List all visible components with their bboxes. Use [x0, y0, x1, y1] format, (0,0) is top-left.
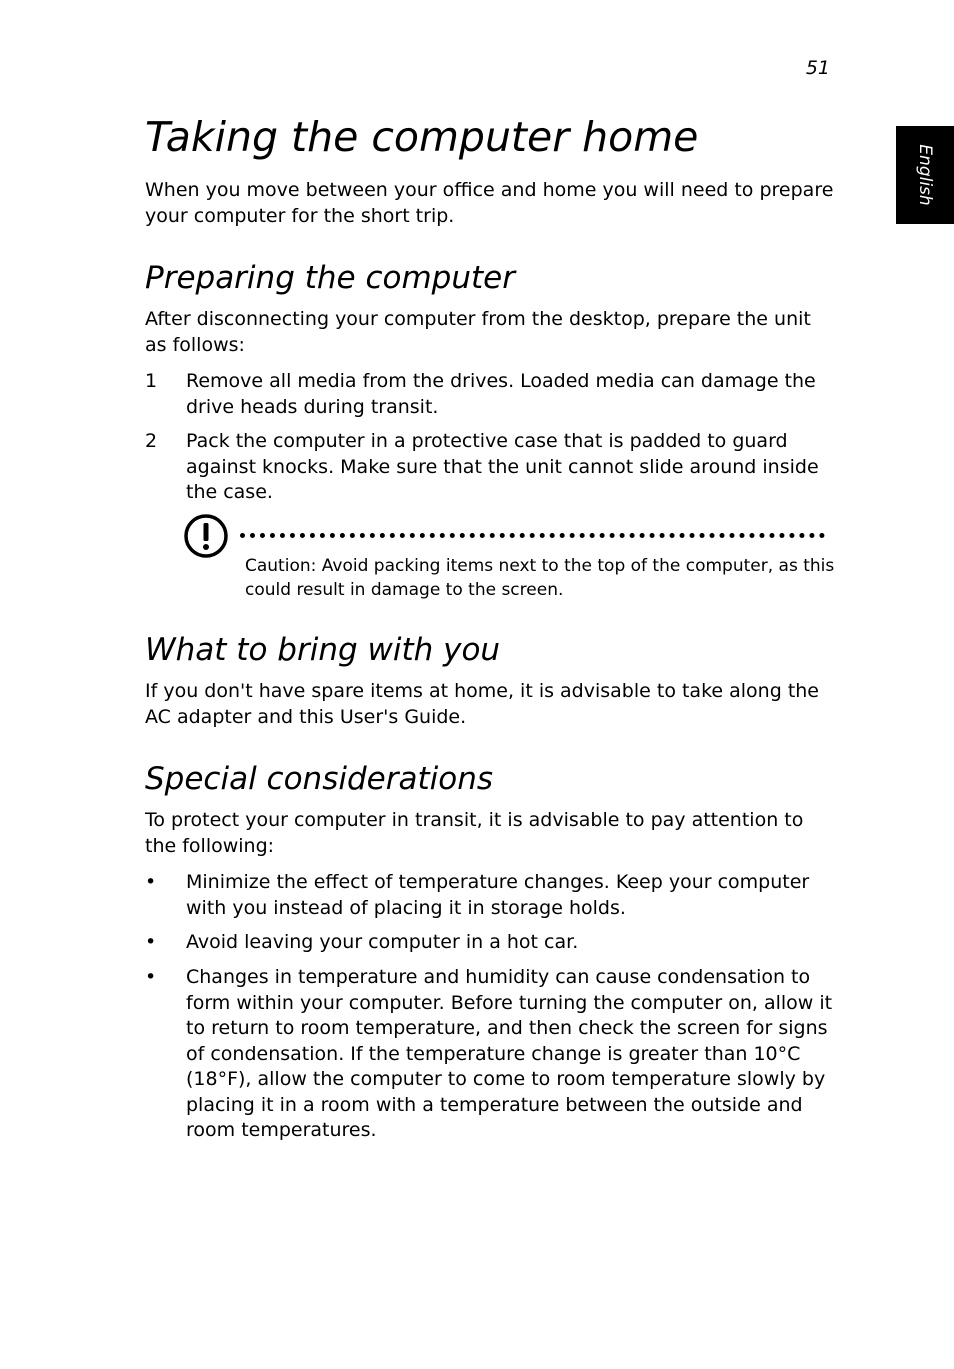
heading-special-considerations: Special considerations	[145, 761, 493, 797]
language-tab	[896, 126, 954, 224]
step-item	[145, 369, 835, 420]
caution-text: : Avoid packing items next to the top of the computer, as this could result in damage to the screen.	[245, 556, 835, 600]
caution-note	[245, 555, 835, 602]
bullet-text: Minimize the effect of temperature changes. Keep your computer with you instead of placing it in storage holds.	[186, 871, 810, 919]
step-number: 2	[145, 430, 158, 452]
step-text: Remove all media from the drives. Loaded media can damage the drive heads during transit.	[186, 370, 816, 418]
heading-preparing: Preparing the computer	[145, 260, 515, 296]
bring-paragraph: If you don't have spare items at home, it is advisable to take along the AC adapter and this User's Guide.	[145, 680, 819, 728]
page-number: 51	[805, 57, 830, 79]
bullet-text: Changes in temperature and humidity can cause condensation to form within your computer. Before turning the computer on, allow it to return to room temperature, and then check the screen for signs of condensation. If the temperature change is greater than 10°C (18°F), allow the computer to come to room temperature slowly by placing it in a room with a temperature between the outside and room temperatures.	[186, 966, 833, 1141]
step-text: Pack the computer in a protective case that is padded to guard against knocks. Make sure that the unit cannot slide around inside the case.	[186, 430, 819, 503]
exclamation-circle-icon	[183, 513, 229, 559]
page-title: Taking the computer home	[145, 113, 699, 161]
step-item	[145, 429, 835, 506]
bullet-marker: •	[145, 931, 157, 953]
language-tab-label: English	[915, 144, 935, 206]
step-number: 1	[145, 370, 158, 392]
heading-what-to-bring: What to bring with you	[145, 632, 501, 668]
caution-label: Caution	[245, 556, 311, 576]
intro-paragraph: When you move between your office and home you will need to prepare your computer for the short trip.	[145, 179, 834, 227]
bullet-item	[145, 965, 835, 1144]
bullet-marker: •	[145, 966, 157, 988]
preparing-intro: After disconnecting your computer from the desktop, prepare the unit as follows:	[145, 308, 811, 356]
bullet-item	[145, 870, 835, 921]
bullet-item	[145, 930, 835, 956]
special-intro: To protect your computer in transit, it is advisable to pay attention to the following:	[145, 809, 804, 857]
bullet-text: Avoid leaving your computer in a hot car.	[186, 931, 579, 953]
caution-divider	[240, 533, 825, 538]
bullet-marker: •	[145, 871, 157, 893]
